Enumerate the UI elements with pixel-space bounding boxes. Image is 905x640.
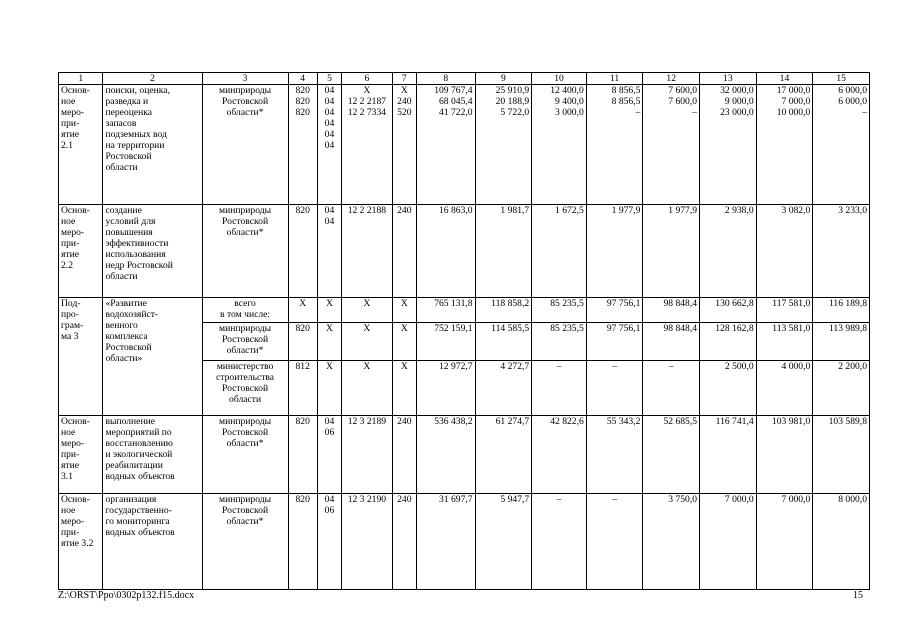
- cell-total: 536 438,2: [416, 416, 475, 494]
- cell-year: 114 585,5: [475, 323, 532, 361]
- cell-year: 103 589,8: [813, 416, 870, 494]
- activity-label: Под- про- грам- ма 3: [59, 298, 103, 416]
- cell-year: –: [532, 361, 587, 416]
- column-number: 10: [532, 73, 587, 85]
- cell-year: 8 000,0: [813, 494, 870, 590]
- column-number: 12: [643, 73, 700, 85]
- cell-vr: 240: [392, 416, 416, 494]
- page-number: 15: [853, 590, 863, 601]
- cell-year: 55 343,2: [586, 416, 643, 494]
- cell-vr: 240: [392, 205, 416, 298]
- activity-name: организация государственно- го мониторинга водных объектов: [103, 494, 202, 590]
- cell-rzpr: X: [317, 323, 341, 361]
- cell-csr: X: [342, 323, 393, 361]
- cell-vr: X: [392, 361, 416, 416]
- cell-csr: X: [342, 361, 393, 416]
- activity-name: «Развитие водохозяйст- венного комплекса Ростовской области»: [103, 298, 202, 416]
- activity-label: Основ- ное меро- при- ятие 2.1: [59, 85, 103, 205]
- executor: минприроды Ростовской области*: [202, 205, 288, 298]
- cell-year: 97 756,1: [586, 323, 643, 361]
- cell-year: 52 685,5: [643, 416, 700, 494]
- cell-year: 12 400,0 9 400,0 3 000,0: [532, 85, 587, 205]
- cell-year: 5 947,7: [475, 494, 532, 590]
- cell-grbs: 820 820 820: [288, 85, 317, 205]
- cell-vr: 240: [392, 494, 416, 590]
- activity-label: Основ- ное меро- при- ятие 3.1: [59, 416, 103, 494]
- cell-total: 31 697,7: [416, 494, 475, 590]
- cell-year: –: [532, 494, 587, 590]
- executor: минприроды Ростовской области*: [202, 494, 288, 590]
- cell-rzpr: 04 04 04 04 04 04: [317, 85, 341, 205]
- column-number: 15: [813, 73, 870, 85]
- cell-year: 1 981,7: [475, 205, 532, 298]
- cell-year: 32 000,0 9 000,0 23 000,0: [700, 85, 757, 205]
- cell-year: 128 162,8: [700, 323, 757, 361]
- cell-year: 103 981,0: [756, 416, 813, 494]
- column-number: 3: [202, 73, 288, 85]
- cell-csr: 12 2 2188: [342, 205, 393, 298]
- column-number: 13: [700, 73, 757, 85]
- column-number: 9: [475, 73, 532, 85]
- cell-year: 113 989,8: [813, 323, 870, 361]
- cell-csr: X 12 2 2187 12 2 7334: [342, 85, 393, 205]
- activity-label: Основ- ное меро- при- ятие 3.2: [59, 494, 103, 590]
- cell-vr: X: [392, 323, 416, 361]
- cell-year: 85 235,5: [532, 298, 587, 323]
- column-number: 8: [416, 73, 475, 85]
- cell-grbs: 820: [288, 323, 317, 361]
- cell-year: 1 977,9: [643, 205, 700, 298]
- cell-total: 765 131,8: [416, 298, 475, 323]
- executor: всего в том числе:: [202, 298, 288, 323]
- cell-year: 3 750,0: [643, 494, 700, 590]
- table-row: [59, 298, 870, 323]
- cell-year: 1 672,5: [532, 205, 587, 298]
- cell-year: 85 235,5: [532, 323, 587, 361]
- executor: минприроды Ростовской области*: [202, 323, 288, 361]
- executor: министерство строительства Ростовской области: [202, 361, 288, 416]
- cell-year: 4 000,0: [756, 361, 813, 416]
- table-row: [59, 416, 870, 494]
- cell-year: 8 856,5 8 856,5 –: [586, 85, 643, 205]
- cell-grbs: 820: [288, 416, 317, 494]
- footer-file-path: Z:\ORST\Ppo\0302p132.f15.docx: [58, 590, 195, 601]
- cell-grbs: 812: [288, 361, 317, 416]
- cell-total: 16 863,0: [416, 205, 475, 298]
- cell-grbs: X: [288, 298, 317, 323]
- cell-rzpr: X: [317, 298, 341, 323]
- column-number: 6: [342, 73, 393, 85]
- table-body: [59, 73, 870, 590]
- cell-csr: 12 3 2189: [342, 416, 393, 494]
- cell-year: 3 233,0: [813, 205, 870, 298]
- cell-year: 4 272,7: [475, 361, 532, 416]
- column-number: 4: [288, 73, 317, 85]
- executor: минприроды Ростовской области*: [202, 416, 288, 494]
- cell-year: 97 756,1: [586, 298, 643, 323]
- activity-name: создание условий для повышения эффективности использования недр Ростовской области: [103, 205, 202, 298]
- budget-table: [58, 72, 870, 590]
- cell-rzpr: 04 06: [317, 416, 341, 494]
- cell-year: –: [586, 361, 643, 416]
- cell-year: 7 000,0: [700, 494, 757, 590]
- cell-year: 98 848,4: [643, 323, 700, 361]
- cell-year: 17 000,0 7 000,0 10 000,0: [756, 85, 813, 205]
- cell-year: 1 977,9: [586, 205, 643, 298]
- cell-csr: X: [342, 298, 393, 323]
- cell-year: 118 858,2: [475, 298, 532, 323]
- cell-year: 6 000,0 6 000,0 –: [813, 85, 870, 205]
- cell-year: 42 822,6: [532, 416, 587, 494]
- column-number: 5: [317, 73, 341, 85]
- table-row: [59, 85, 870, 205]
- cell-rzpr: 04 04: [317, 205, 341, 298]
- cell-year: 117 581,0: [756, 298, 813, 323]
- cell-total: 752 159,1: [416, 323, 475, 361]
- cell-year: 130 662,8: [700, 298, 757, 323]
- activity-name: выполнение мероприятий по восстановлению и экологической реабилитации водных объектов: [103, 416, 202, 494]
- column-number: 2: [103, 73, 202, 85]
- cell-year: 113 581,0: [756, 323, 813, 361]
- cell-year: 25 910,9 20 188,9 5 722,0: [475, 85, 532, 205]
- cell-year: 2 200,0: [813, 361, 870, 416]
- cell-year: 3 082,0: [756, 205, 813, 298]
- executor: минприроды Ростовской области*: [202, 85, 288, 205]
- cell-year: 116 189,8: [813, 298, 870, 323]
- column-number: 14: [756, 73, 813, 85]
- cell-grbs: 820: [288, 205, 317, 298]
- cell-grbs: 820: [288, 494, 317, 590]
- cell-total: 109 767,4 68 045,4 41 722,0: [416, 85, 475, 205]
- cell-year: –: [586, 494, 643, 590]
- cell-rzpr: 04 06: [317, 494, 341, 590]
- cell-year: –: [643, 361, 700, 416]
- cell-rzpr: X: [317, 361, 341, 416]
- cell-year: 116 741,4: [700, 416, 757, 494]
- cell-year: 61 274,7: [475, 416, 532, 494]
- table-row: [59, 205, 870, 298]
- cell-total: 12 972,7: [416, 361, 475, 416]
- cell-vr: X: [392, 298, 416, 323]
- column-number-row: [59, 73, 870, 85]
- cell-year: 2 500,0: [700, 361, 757, 416]
- cell-vr: X 240 520: [392, 85, 416, 205]
- cell-year: 7 600,0 7 600,0 –: [643, 85, 700, 205]
- activity-name: поиски, оценка, разведка и переоценка запасов подземных вод на территории Ростовской области: [103, 85, 202, 205]
- cell-year: 2 938,0: [700, 205, 757, 298]
- column-number: 11: [586, 73, 643, 85]
- column-number: 7: [392, 73, 416, 85]
- cell-csr: 12 3 2190: [342, 494, 393, 590]
- table-row: [59, 494, 870, 590]
- activity-label: Основ- ное меро- при- ятие 2.2: [59, 205, 103, 298]
- cell-year: 7 000,0: [756, 494, 813, 590]
- column-number: 1: [59, 73, 103, 85]
- cell-year: 98 848,4: [643, 298, 700, 323]
